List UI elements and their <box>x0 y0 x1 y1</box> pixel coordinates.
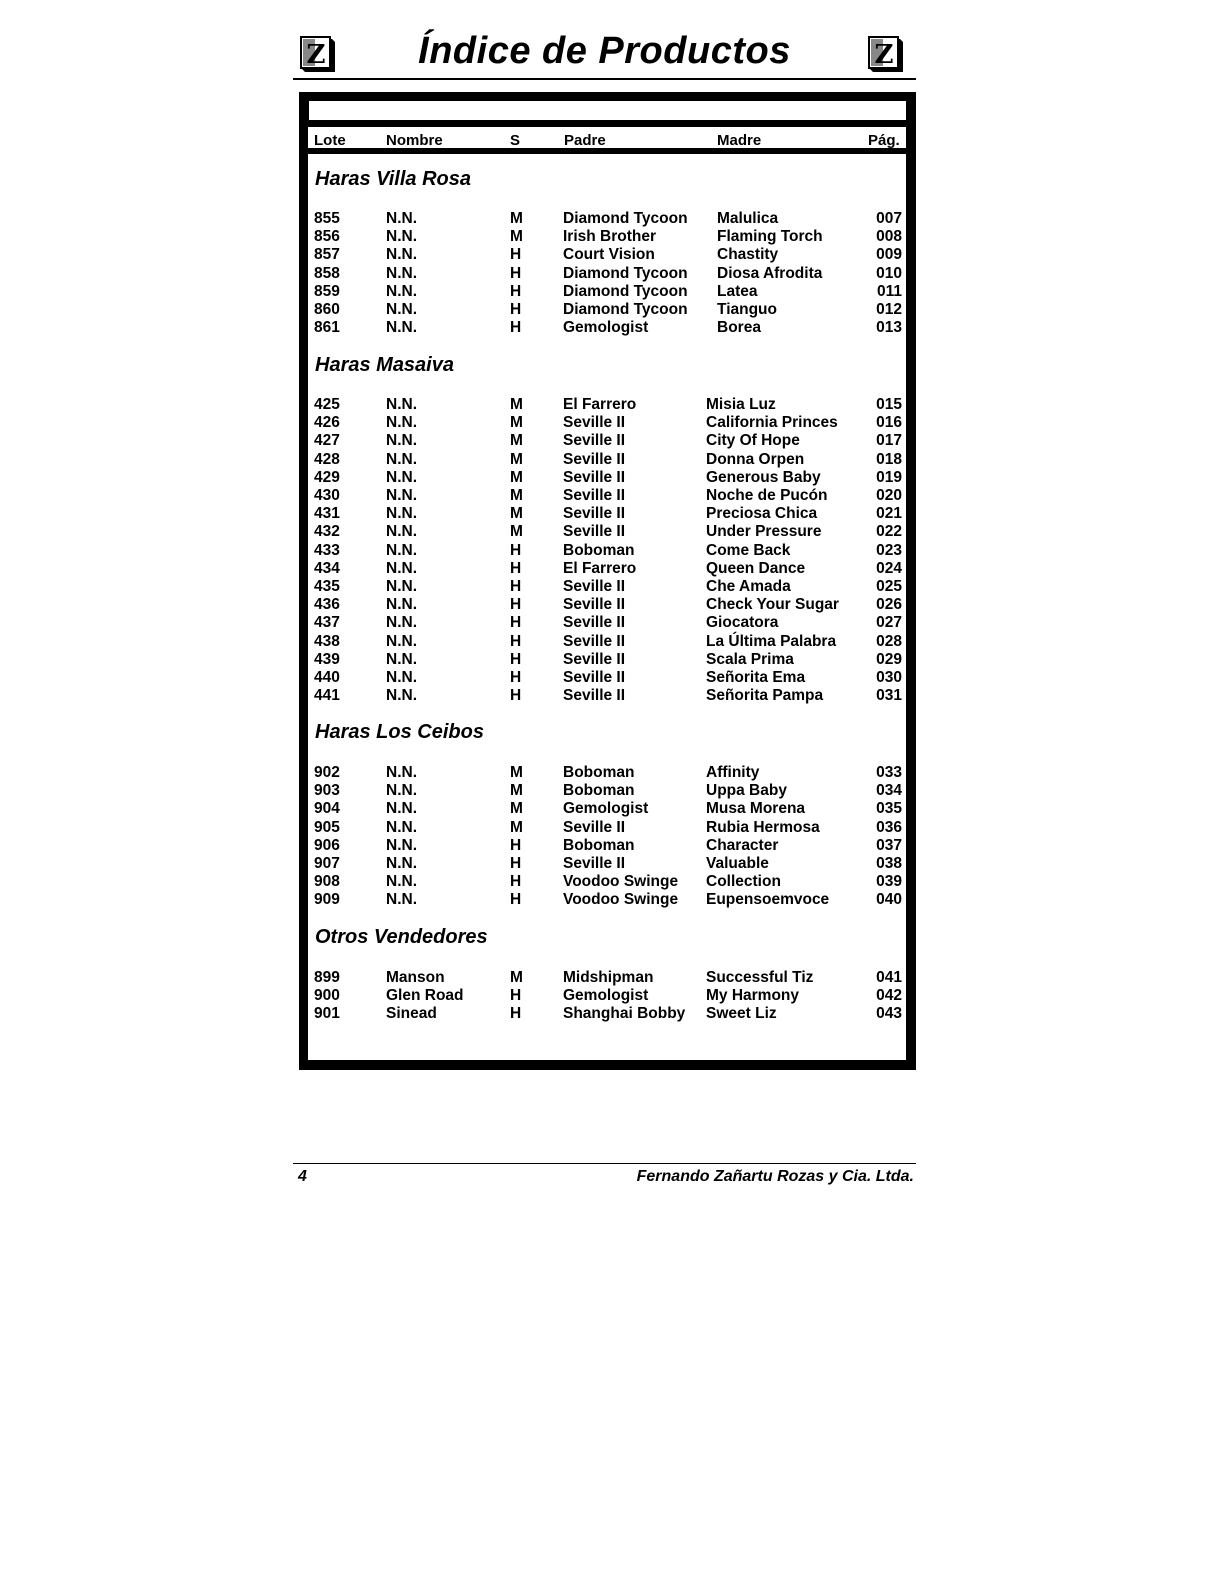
cell-pagina: 041 <box>876 969 902 986</box>
cell-sexo: H <box>510 282 522 300</box>
table-row <box>0 873 1225 891</box>
cell-nombre: N.N. <box>386 578 417 595</box>
cell-madre: Check Your Sugar <box>706 596 839 614</box>
table-row <box>0 578 1225 596</box>
cell-lote: 425 <box>314 396 340 413</box>
cell-sexo: H <box>510 687 522 705</box>
cell-madre: Collection <box>706 873 781 891</box>
cell-madre: Musa Morena <box>706 800 806 818</box>
cell-pagina: 043 <box>876 1005 902 1023</box>
table-row <box>0 687 1225 705</box>
cell-nombre: N.N. <box>386 891 417 909</box>
cell-nombre: N.N. <box>386 650 417 668</box>
cell-padre: Seville II <box>563 632 626 650</box>
cell-pagina: 036 <box>876 818 902 836</box>
cell-madre: La Última Palabra <box>706 632 837 650</box>
cell-nombre: Manson <box>386 969 445 986</box>
cell-madre: Preciosa Chica <box>706 505 818 523</box>
table-row <box>0 319 1225 337</box>
cell-madre: Giocatora <box>706 614 779 632</box>
cell-madre: Eupensoemvoce <box>706 891 830 909</box>
cell-padre: Court Vision <box>563 246 655 264</box>
col-lote-header: Lote <box>314 132 346 149</box>
cell-sexo: M <box>510 450 523 468</box>
cell-sexo: M <box>510 468 523 486</box>
cell-lote: 903 <box>314 782 340 800</box>
table-row <box>0 633 1225 651</box>
cell-lote: 859 <box>314 282 340 300</box>
cell-pagina: 012 <box>876 301 902 318</box>
cell-madre: Come Back <box>706 541 791 559</box>
cell-pagina: 017 <box>876 432 902 450</box>
cell-madre: Diosa Afrodita <box>717 264 823 282</box>
cell-sexo: M <box>510 800 523 818</box>
cell-pagina: 035 <box>876 800 902 818</box>
cell-padre: Seville II <box>563 818 626 836</box>
cell-lote: 434 <box>314 559 340 577</box>
cell-nombre: N.N. <box>386 559 417 577</box>
cell-padre: Gemologist <box>563 319 649 337</box>
cell-padre: Seville II <box>563 505 626 523</box>
cell-nombre: N.N. <box>386 669 417 686</box>
cell-sexo: M <box>510 487 523 504</box>
table-row <box>0 969 1225 987</box>
table-row <box>0 432 1225 450</box>
cell-padre: Seville II <box>563 855 626 872</box>
cell-padre: Boboman <box>563 764 635 781</box>
cell-lote: 430 <box>314 487 340 504</box>
table-row <box>0 246 1225 264</box>
cell-lote: 860 <box>314 301 340 318</box>
cell-sexo: H <box>510 987 522 1005</box>
table-row <box>0 891 1225 909</box>
cell-pagina: 027 <box>876 614 902 632</box>
cell-padre: Seville II <box>563 523 626 541</box>
cell-madre: Rubia Hermosa <box>706 818 820 836</box>
cell-pagina: 021 <box>876 505 902 523</box>
cell-sexo: M <box>510 782 523 800</box>
cell-lote: 861 <box>314 319 340 337</box>
cell-sexo: H <box>510 873 522 891</box>
cell-madre: Flaming Torch <box>717 228 823 246</box>
cell-nombre: N.N. <box>386 414 417 432</box>
cell-nombre: N.N. <box>386 764 417 781</box>
cell-nombre: N.N. <box>386 210 417 227</box>
cell-sexo: M <box>510 210 523 227</box>
cell-pagina: 038 <box>876 855 902 872</box>
cell-padre: Seville II <box>563 414 626 432</box>
cell-padre: Seville II <box>563 578 626 595</box>
cell-lote: 908 <box>314 873 340 891</box>
page-footer <box>293 1163 916 1193</box>
cell-pagina: 018 <box>876 450 902 468</box>
cell-padre: Boboman <box>563 836 635 854</box>
cell-padre: Shanghai Bobby <box>563 1005 686 1023</box>
cell-pagina: 028 <box>876 632 902 650</box>
cell-pagina: 040 <box>876 891 902 909</box>
cell-sexo: H <box>510 650 522 668</box>
cell-nombre: N.N. <box>386 432 417 450</box>
cell-madre: Che Amada <box>706 578 791 595</box>
cell-nombre: N.N. <box>386 487 417 504</box>
cell-lote: 436 <box>314 596 340 614</box>
svg-text:Z: Z <box>306 40 326 70</box>
cell-padre: Diamond Tycoon <box>563 301 688 318</box>
cell-padre: Irish Brother <box>563 228 657 246</box>
cell-padre: Midshipman <box>563 969 654 986</box>
cell-lote: 855 <box>314 210 340 227</box>
cell-madre: Generous Baby <box>706 468 821 486</box>
cell-lote: 432 <box>314 523 340 541</box>
cell-padre: Seville II <box>563 432 626 450</box>
table-row <box>0 469 1225 487</box>
cell-madre: Sweet Liz <box>706 1005 777 1023</box>
table-row <box>0 487 1225 505</box>
cell-madre: Affinity <box>706 764 760 781</box>
cell-nombre: Glen Road <box>386 987 464 1005</box>
cell-pagina: 024 <box>876 559 902 577</box>
cell-pagina: 030 <box>876 669 902 686</box>
cell-madre: Borea <box>717 319 761 337</box>
cell-nombre: N.N. <box>386 873 417 891</box>
cell-lote: 427 <box>314 432 340 450</box>
cell-padre: Seville II <box>563 669 626 686</box>
cell-madre: Character <box>706 836 779 854</box>
cell-padre: Gemologist <box>563 987 649 1005</box>
cell-lote: 857 <box>314 246 340 264</box>
cell-madre: Uppa Baby <box>706 782 787 800</box>
cell-padre: Seville II <box>563 650 626 668</box>
cell-sexo: H <box>510 301 522 318</box>
table-row <box>0 651 1225 669</box>
table-row <box>0 669 1225 687</box>
cell-madre: Latea <box>717 282 758 300</box>
cell-pagina: 013 <box>876 319 902 337</box>
col-nombre-header: Nombre <box>386 132 443 149</box>
cell-lote: 428 <box>314 450 340 468</box>
cell-nombre: N.N. <box>386 596 417 614</box>
cell-lote: 904 <box>314 800 340 818</box>
cell-madre: Señorita Pampa <box>706 687 824 705</box>
cell-nombre: N.N. <box>386 468 417 486</box>
cell-pagina: 023 <box>876 541 902 559</box>
section-title: Haras Masaiva <box>315 354 454 376</box>
cell-padre: Voodoo Swinge <box>563 891 679 909</box>
svg-text:Z: Z <box>874 40 894 70</box>
table-row <box>0 228 1225 246</box>
cell-sexo: H <box>510 596 522 614</box>
cell-lote: 437 <box>314 614 340 632</box>
cell-lote: 909 <box>314 891 340 909</box>
cell-sexo: M <box>510 764 523 781</box>
cell-padre: Seville II <box>563 450 626 468</box>
table-row <box>0 301 1225 319</box>
cell-pagina: 042 <box>876 987 902 1005</box>
cell-lote: 856 <box>314 228 340 246</box>
table-row <box>0 210 1225 228</box>
cell-lote: 907 <box>314 855 340 872</box>
cell-nombre: N.N. <box>386 264 417 282</box>
table-row <box>0 837 1225 855</box>
cell-sexo: H <box>510 836 522 854</box>
cell-lote: 905 <box>314 818 340 836</box>
cell-nombre: N.N. <box>386 632 417 650</box>
cell-madre: Chastity <box>717 246 779 264</box>
cell-nombre: N.N. <box>386 855 417 872</box>
cell-sexo: H <box>510 632 522 650</box>
cell-pagina: 037 <box>876 836 902 854</box>
cell-pagina: 015 <box>876 396 902 413</box>
cell-sexo: H <box>510 246 522 264</box>
cell-pagina: 034 <box>876 782 902 800</box>
cell-padre: Diamond Tycoon <box>563 264 688 282</box>
cell-pagina: 019 <box>876 468 902 486</box>
cell-padre: Seville II <box>563 614 626 632</box>
company-name: Fernando Zañartu Rozas y Cia. Ltda. <box>636 1168 914 1185</box>
cell-madre: California Princes <box>706 414 838 432</box>
cell-nombre: N.N. <box>386 246 417 264</box>
cell-nombre: N.N. <box>386 282 417 300</box>
table-row <box>0 414 1225 432</box>
cell-lote: 433 <box>314 541 340 559</box>
cell-lote: 440 <box>314 669 340 686</box>
table-row <box>0 505 1225 523</box>
cell-madre: Under Pressure <box>706 523 822 541</box>
header-rule <box>293 78 916 80</box>
cell-sexo: M <box>510 818 523 836</box>
cell-nombre: N.N. <box>386 523 417 541</box>
cell-madre: Valuable <box>706 855 769 872</box>
cell-sexo: H <box>510 264 522 282</box>
cell-sexo: M <box>510 969 523 986</box>
cell-madre: Señorita Ema <box>706 669 806 686</box>
section-title: Haras Los Ceibos <box>315 721 484 743</box>
cell-pagina: 031 <box>876 687 902 705</box>
cell-pagina: 007 <box>876 210 902 227</box>
cell-sexo: H <box>510 891 522 909</box>
table-row <box>0 396 1225 414</box>
table-top-bar <box>309 101 906 120</box>
cell-pagina: 011 <box>876 282 902 300</box>
table-row <box>0 265 1225 283</box>
cell-madre: My Harmony <box>706 987 800 1005</box>
cell-sexo: H <box>510 1005 522 1023</box>
cell-padre: Seville II <box>563 596 626 614</box>
cell-madre: Misia Luz <box>706 396 776 413</box>
col-padre-header: Padre <box>564 132 606 149</box>
cell-lote: 899 <box>314 969 340 986</box>
table-row <box>0 782 1225 800</box>
cell-madre: Tianguo <box>717 301 777 318</box>
section-title: Otros Vendedores <box>315 926 488 948</box>
cell-pagina: 008 <box>876 228 902 246</box>
cell-sexo: M <box>510 432 523 450</box>
cell-sexo: H <box>510 578 522 595</box>
cell-padre: Seville II <box>563 487 626 504</box>
cell-padre: Boboman <box>563 541 635 559</box>
cell-nombre: N.N. <box>386 782 417 800</box>
cell-lote: 902 <box>314 764 340 781</box>
cell-sexo: M <box>510 396 523 413</box>
cell-pagina: 033 <box>876 764 902 781</box>
cell-padre: Voodoo Swinge <box>563 873 679 891</box>
cell-lote: 858 <box>314 264 340 282</box>
page-header <box>293 26 916 82</box>
cell-pagina: 022 <box>876 523 902 541</box>
cell-pagina: 025 <box>876 578 902 595</box>
cell-sexo: H <box>510 541 522 559</box>
cell-padre: Diamond Tycoon <box>563 210 688 227</box>
table-row <box>0 987 1225 1005</box>
col-sexo-header: S <box>510 132 521 149</box>
table-row <box>0 283 1225 301</box>
cell-sexo: H <box>510 669 522 686</box>
cell-madre: Successful Tiz <box>706 969 814 986</box>
table-row <box>0 800 1225 818</box>
table-row <box>0 596 1225 614</box>
cell-nombre: N.N. <box>386 836 417 854</box>
footer-rule <box>293 1163 916 1164</box>
cell-sexo: M <box>510 523 523 541</box>
cell-madre: Donna Orpen <box>706 450 805 468</box>
cell-pagina: 029 <box>876 650 902 668</box>
cell-pagina: 039 <box>876 873 902 891</box>
cell-lote: 426 <box>314 414 340 432</box>
cell-padre: Gemologist <box>563 800 649 818</box>
cell-nombre: N.N. <box>386 228 417 246</box>
cell-lote: 438 <box>314 632 340 650</box>
cell-padre: Seville II <box>563 468 626 486</box>
company-logo-right <box>867 34 907 74</box>
cell-nombre: N.N. <box>386 505 417 523</box>
cell-padre: Diamond Tycoon <box>563 282 688 300</box>
table-row <box>0 614 1225 632</box>
cell-madre: Noche de Pucón <box>706 487 828 504</box>
cell-lote: 429 <box>314 468 340 486</box>
table-row <box>0 560 1225 578</box>
table-row <box>0 855 1225 873</box>
cell-pagina: 016 <box>876 414 902 432</box>
col-pag-header: Pág. <box>868 132 900 149</box>
cell-padre: Boboman <box>563 782 635 800</box>
table-row <box>0 764 1225 782</box>
cell-madre: Scala Prima <box>706 650 794 668</box>
table-row <box>0 1005 1225 1023</box>
cell-nombre: N.N. <box>386 450 417 468</box>
cell-lote: 435 <box>314 578 340 595</box>
cell-nombre: N.N. <box>386 396 417 413</box>
cell-madre: City Of Hope <box>706 432 800 450</box>
cell-pagina: 010 <box>876 264 902 282</box>
table-row <box>0 542 1225 560</box>
cell-sexo: M <box>510 505 523 523</box>
cell-padre: El Farrero <box>563 396 637 413</box>
section-title: Haras Villa Rosa <box>315 168 472 190</box>
cell-nombre: N.N. <box>386 818 417 836</box>
table-row <box>0 819 1225 837</box>
cell-pagina: 020 <box>876 487 902 504</box>
cell-nombre: N.N. <box>386 541 417 559</box>
cell-nombre: N.N. <box>386 614 417 632</box>
cell-madre: Malulica <box>717 210 779 227</box>
cell-sexo: M <box>510 228 523 246</box>
cell-lote: 431 <box>314 505 340 523</box>
page-number: 4 <box>298 1168 307 1185</box>
table-row <box>0 451 1225 469</box>
cell-sexo: H <box>510 319 522 337</box>
cell-sexo: H <box>510 855 522 872</box>
cell-lote: 439 <box>314 650 340 668</box>
cell-sexo: H <box>510 614 522 632</box>
cell-nombre: N.N. <box>386 301 417 318</box>
cell-lote: 906 <box>314 836 340 854</box>
cell-padre: Seville II <box>563 687 626 705</box>
page-title: Índice de Productos <box>418 30 791 72</box>
cell-sexo: M <box>510 414 523 432</box>
cell-pagina: 026 <box>876 596 902 614</box>
cell-sexo: H <box>510 559 522 577</box>
cell-padre: El Farrero <box>563 559 637 577</box>
table-row <box>0 523 1225 541</box>
cell-pagina: 009 <box>876 246 902 264</box>
cell-lote: 900 <box>314 987 340 1005</box>
cell-nombre: Sinead <box>386 1005 437 1023</box>
cell-nombre: N.N. <box>386 800 417 818</box>
cell-lote: 901 <box>314 1005 340 1023</box>
col-madre-header: Madre <box>717 132 762 149</box>
cell-madre: Queen Dance <box>706 559 806 577</box>
cell-lote: 441 <box>314 687 340 705</box>
cell-nombre: N.N. <box>386 319 417 337</box>
cell-nombre: N.N. <box>386 687 417 705</box>
